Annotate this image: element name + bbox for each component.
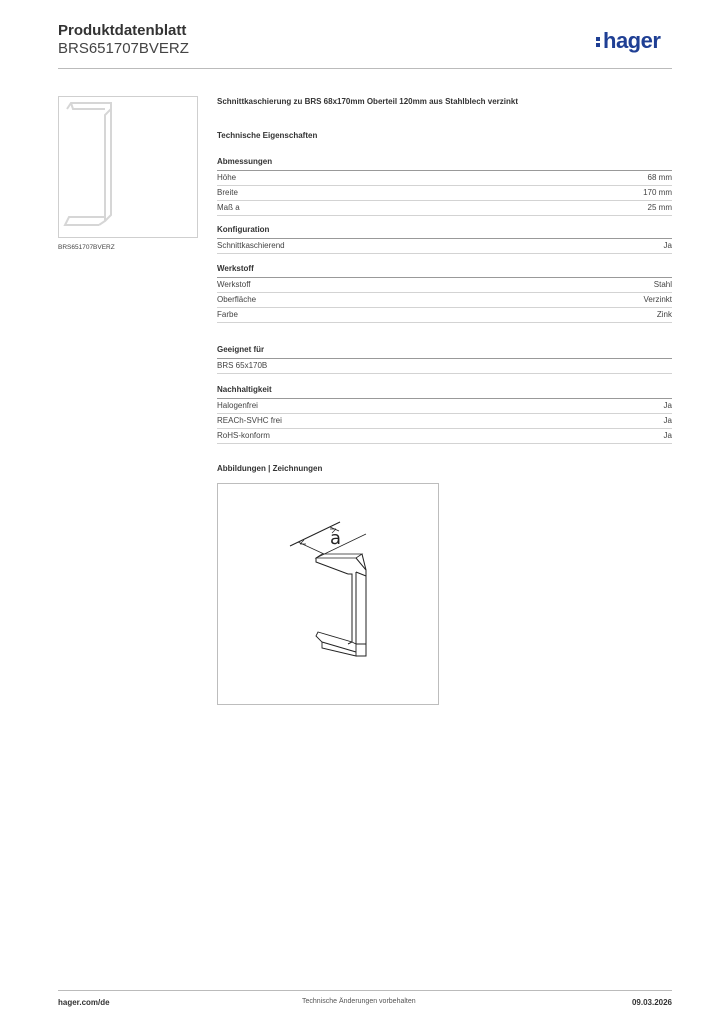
property-row [217,429,672,444]
property-row [217,239,672,254]
property-label: Werkstoff [217,280,251,289]
property-row [217,201,672,216]
group-title: Geeignet für [217,345,672,359]
footer-website-link[interactable]: hager.com/de [58,998,110,1007]
logo-text: hager [603,28,661,53]
property-label: Maß a [217,203,240,212]
technical-drawing [217,483,439,705]
property-value: Stahl [653,280,672,289]
property-label: Halogenfrei [217,401,258,410]
hager-logo [596,28,660,54]
group-material [217,264,672,323]
tech-properties-heading: Technische Eigenschaften [217,131,318,140]
property-value: Ja [663,401,672,410]
group-sustainability [217,385,672,444]
property-value: Verzinkt [643,295,672,304]
group-title: Abmessungen [217,157,672,171]
property-label: Höhe [217,173,237,182]
article-number: BRS651707BVERZ [58,40,189,57]
header-divider [58,68,672,69]
property-value: 68 mm [647,173,672,182]
property-value: Ja [663,431,672,440]
dimension-label-a: a [330,528,342,549]
property-value: Zink [656,310,672,319]
property-value: 25 mm [647,203,672,212]
thumbnail-caption: BRS651707BVERZ [58,244,115,251]
property-row [217,399,672,414]
logo-dots-icon [596,35,601,49]
property-row [217,359,672,374]
property-row [217,171,672,186]
group-configuration [217,225,672,254]
property-label: Farbe [217,310,238,319]
group-title: Werkstoff [217,264,672,278]
group-title: Nachhaltigkeit [217,385,672,399]
property-label: REACh-SVHC frei [217,416,282,425]
property-value: 170 mm [643,188,672,197]
group-suitable-for [217,345,672,374]
property-label: Breite [217,188,238,197]
property-row [217,293,672,308]
group-dimensions [217,157,672,216]
property-row [217,186,672,201]
property-label: Oberfläche [217,295,257,304]
product-description: Schnittkaschierung zu BRS 68x170mm Oberteil 120mm aus Stahlblech verzinkt [217,97,518,106]
group-title: Konfiguration [217,225,672,239]
footer-divider [58,990,672,991]
technical-drawing-image [218,484,438,704]
property-label: BRS 65x170B [217,361,268,370]
property-row [217,308,672,323]
property-value: Ja [663,416,672,425]
property-label: Schnittkaschierend [217,241,285,250]
property-value: Ja [663,241,672,250]
product-thumbnail-image [59,97,197,237]
drawings-heading: Abbildungen | Zeichnungen [217,464,323,473]
page-title: Produktdatenblatt [58,22,187,39]
footer-date: 09.03.2026 [631,998,672,1007]
property-row [217,414,672,429]
property-row [217,278,672,293]
product-thumbnail [58,96,198,238]
property-label: RoHS-konform [217,431,270,440]
footer-note: Technische Änderungen vorbehalten [302,998,416,1005]
